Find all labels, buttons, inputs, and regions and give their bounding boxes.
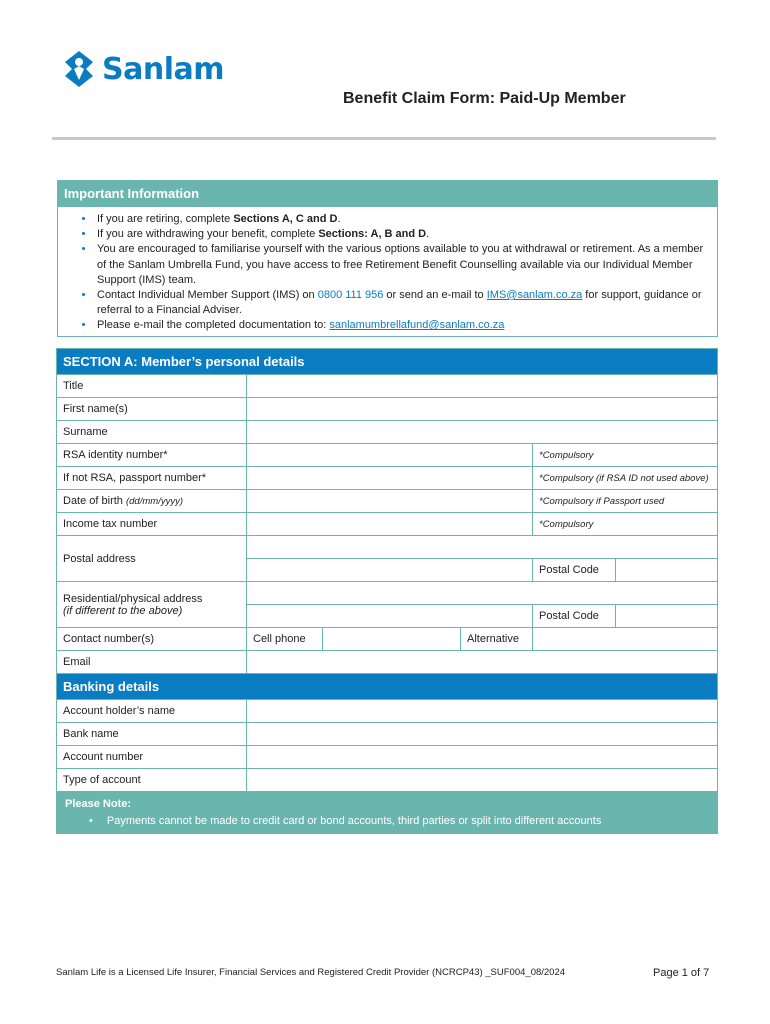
ims-email-link[interactable]: IMS@sanlam.co.za xyxy=(486,289,583,302)
residential-address-line2[interactable] xyxy=(247,605,533,628)
banking-heading: Banking details xyxy=(57,674,718,700)
cell-phone-field[interactable] xyxy=(323,628,461,651)
account-number-field[interactable] xyxy=(247,746,718,769)
rsa-id-label: RSA identity number* xyxy=(57,444,247,467)
please-note-title: Please Note: xyxy=(65,798,132,810)
footer-text: Sanlam Life is a Licensed Life Insurer, Financial Services and Registered Credit Provider (NCRCP43) _SUF004_08/2024 xyxy=(56,967,566,978)
bullet-icon: • xyxy=(89,815,93,827)
account-number-label: Account number xyxy=(57,746,247,769)
tax-note: *Compulsory xyxy=(533,513,718,536)
tax-field[interactable] xyxy=(247,513,533,536)
tax-label: Income tax number xyxy=(57,513,247,536)
important-information-box xyxy=(57,180,718,337)
surname-field[interactable] xyxy=(247,421,718,444)
passport-note: *Compulsory (if RSA ID not used above) xyxy=(533,467,718,490)
postal-code-label: Postal Code xyxy=(533,559,616,582)
passport-field[interactable] xyxy=(247,467,533,490)
bank-name-label: Bank name xyxy=(57,723,247,746)
postal-code-field[interactable] xyxy=(616,559,718,582)
dob-label: Date of birth (dd/mm/yyyy) xyxy=(57,490,247,513)
rsa-id-field[interactable] xyxy=(247,444,533,467)
postal-address-label: Postal address xyxy=(57,536,247,582)
section-a-heading: SECTION A: Member’s personal details xyxy=(57,349,718,375)
residential-address-label: Residential/physical address (if different to the above) xyxy=(57,582,247,628)
cell-phone-label: Cell phone xyxy=(247,628,323,651)
title-field[interactable] xyxy=(247,375,718,398)
please-note-box xyxy=(57,792,718,834)
dob-field[interactable] xyxy=(247,490,533,513)
sanlam-logo xyxy=(62,50,224,88)
sanlam-shield-icon xyxy=(62,50,96,88)
fund-email-link[interactable]: sanlamumbrellafund@sanlam.co.za xyxy=(329,319,505,332)
list-item: • Please e-mail the completed documentation to: sanlamumbrellafund@sanlam.co.za xyxy=(95,318,711,333)
account-holder-field[interactable] xyxy=(247,700,718,723)
residential-address-line1[interactable] xyxy=(247,582,718,605)
first-names-label: First name(s) xyxy=(57,398,247,421)
header-divider xyxy=(52,137,716,140)
logo-wordmark: Sanlam xyxy=(102,51,224,87)
member-form xyxy=(56,348,718,834)
account-type-label: Type of account xyxy=(57,769,247,792)
first-names-field[interactable] xyxy=(247,398,718,421)
rsa-id-note: *Compulsory xyxy=(533,444,718,467)
list-item: • Contact Individual Member Support (IMS) on 0800 111 956 or send an e-mail to IMS@sanlam.co.za for support, guidance or referral to a Financial Adviser. xyxy=(95,288,711,318)
email-label: Email xyxy=(57,651,247,674)
postal-address-line1[interactable] xyxy=(247,536,718,559)
alternative-field[interactable] xyxy=(533,628,718,651)
ims-phone-number[interactable]: 0800 111 956 xyxy=(317,289,384,302)
important-list xyxy=(58,207,717,336)
contact-label: Contact number(s) xyxy=(57,628,247,651)
page-number: Page 1 of 7 xyxy=(653,967,710,979)
account-type-field[interactable] xyxy=(247,769,718,792)
postal-address-line2[interactable] xyxy=(247,559,533,582)
bank-name-field[interactable] xyxy=(247,723,718,746)
dob-note: *Compulsory if Passport used xyxy=(533,490,718,513)
residential-code-label: Postal Code xyxy=(533,605,616,628)
list-item: • If you are withdrawing your benefit, complete Sections: A, B and D. xyxy=(95,227,711,242)
passport-label: If not RSA, passport number* xyxy=(57,467,247,490)
residential-code-field[interactable] xyxy=(616,605,718,628)
list-item: • You are encouraged to familiarise yourself with the various options available to you at withdrawal or retirement. As a member of the Sanlam Umbrella Fund, you have access to free Retirement Benefit Counselling available via our Individual Member Support (IMS) team. xyxy=(95,242,711,288)
list-item: • If you are retiring, complete Sections A, C and D. xyxy=(95,212,711,227)
title-label: Title xyxy=(57,375,247,398)
please-note-item: • Payments cannot be made to credit card or bond accounts, third parties or split into different accounts xyxy=(89,815,602,827)
surname-label: Surname xyxy=(57,421,247,444)
page-title: Benefit Claim Form: Paid-Up Member xyxy=(343,90,626,107)
email-field[interactable] xyxy=(247,651,718,674)
account-holder-label: Account holder’s name xyxy=(57,700,247,723)
important-heading: Important Information xyxy=(58,181,717,207)
alternative-label: Alternative xyxy=(461,628,533,651)
